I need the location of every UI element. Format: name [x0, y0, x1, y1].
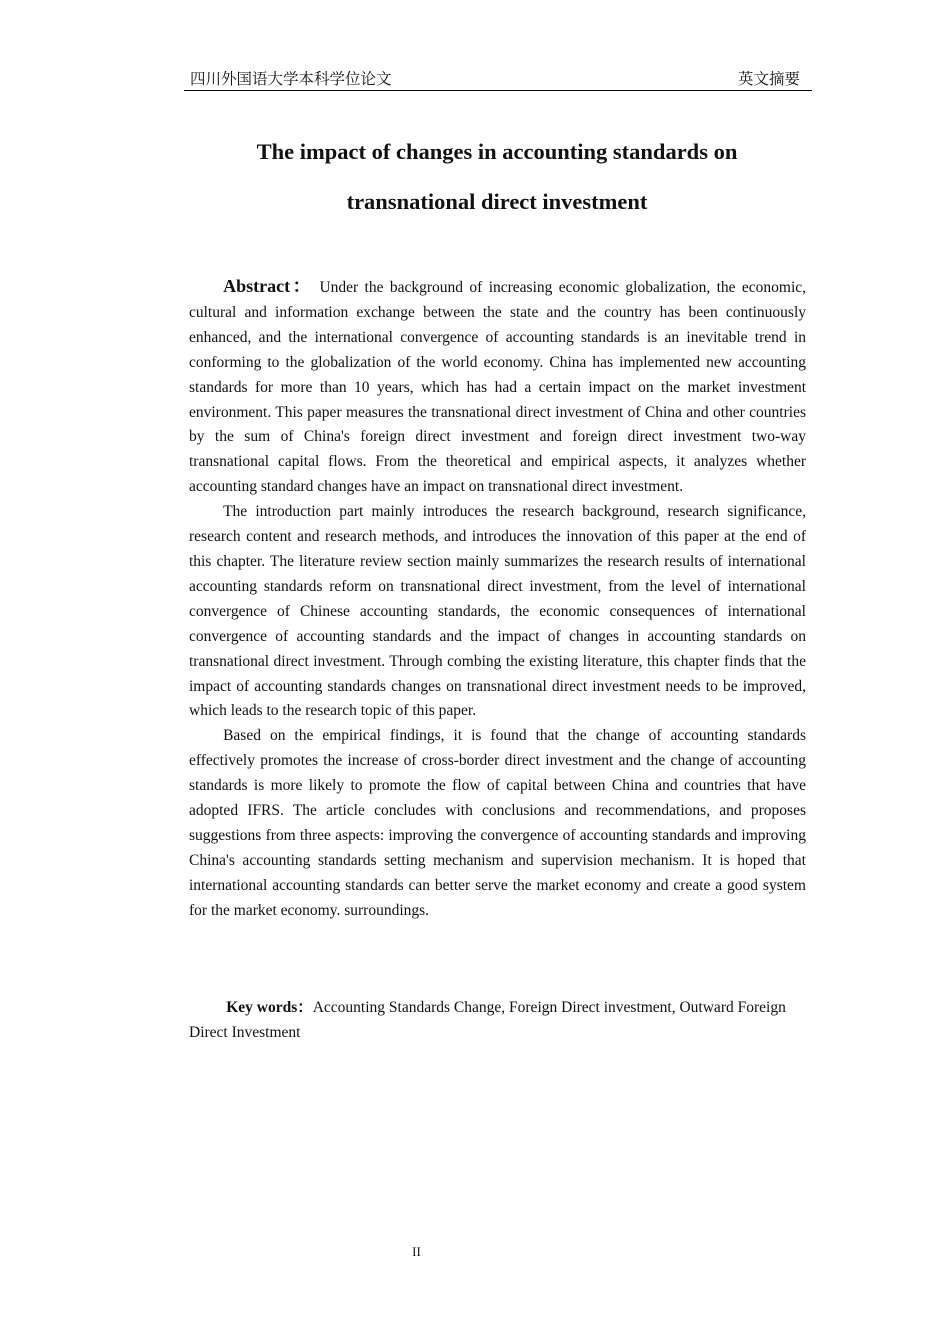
- abstract-paragraph-3: Based on the empirical findings, it is found that the change of accounting standards effectively promotes the increase of cross-border direct investment and the change of accounting standards is more likely to promote the flow of capital between China and countries that have adopted IFRS. The article concludes with conclusions and recommendations, and proposes suggestions from three aspects: improving the convergence of accounting standards and improving China's accounting standards setting mechanism and supervision mechanism. It is hoped that international accounting standards can better serve the market economy and create a good system for the market economy. surroundings.: [189, 727, 806, 919]
- keywords-label: Key words：: [226, 999, 313, 1016]
- abstract-paragraph-2: The introduction part mainly introduces the research background, research significance, research content and research methods, and introduces the innovation of this paper at the end of this chapter. The literature review section mainly summarizes the research results of international accounting standards reform on transnational direct investment, from the level of international convergence of Chinese accounting standards, the economic consequences of international convergence of accounting standards and the impact of changes in accounting standards on transnational direct investment. Through combing the existing literature, this chapter finds that the impact of accounting standards changes on transnational direct investment needs to be improved, which leads to the research topic of this paper.: [189, 503, 806, 720]
- keywords-text: Accounting Standards Change, Foreign Direct investment, Outward Foreign Direct Investment: [189, 999, 786, 1041]
- abstract-label: Abstract：: [223, 276, 314, 296]
- keywords-paragraph: [189, 996, 806, 1046]
- abstract-paragraph-1: [189, 274, 806, 500]
- abstract-body: [189, 274, 806, 924]
- keywords-section: [189, 996, 806, 1046]
- header-thesis-title: 四川外国语大学本科学位论文: [190, 71, 392, 88]
- page-header: [184, 70, 812, 91]
- title-line-1: The impact of changes in accounting standards on: [256, 139, 738, 164]
- paper-title: [188, 127, 806, 227]
- title-line-2: transnational direct investment: [346, 189, 648, 214]
- page-number: II: [412, 1244, 421, 1259]
- header-section-title: 英文摘要: [737, 71, 800, 88]
- abstract-paragraph-1-text: Under the background of increasing economic globalization, the economic, cultural and information exchange between the state and the country has been continuously enhanced, and the international convergence of accounting standards is an inevitable trend in conforming to the globalization of the world economy. China has implemented new accounting standards for more than 10 years, which has had a certain impact on the market investment environment. This paper measures the transnational direct investment of China and other countries by the sum of China's foreign direct investment and foreign direct investment two-way transnational capital flows. From the theoretical and empirical aspects, it analyzes whether accounting standard changes have an impact on transnational direct investment.: [189, 279, 807, 496]
